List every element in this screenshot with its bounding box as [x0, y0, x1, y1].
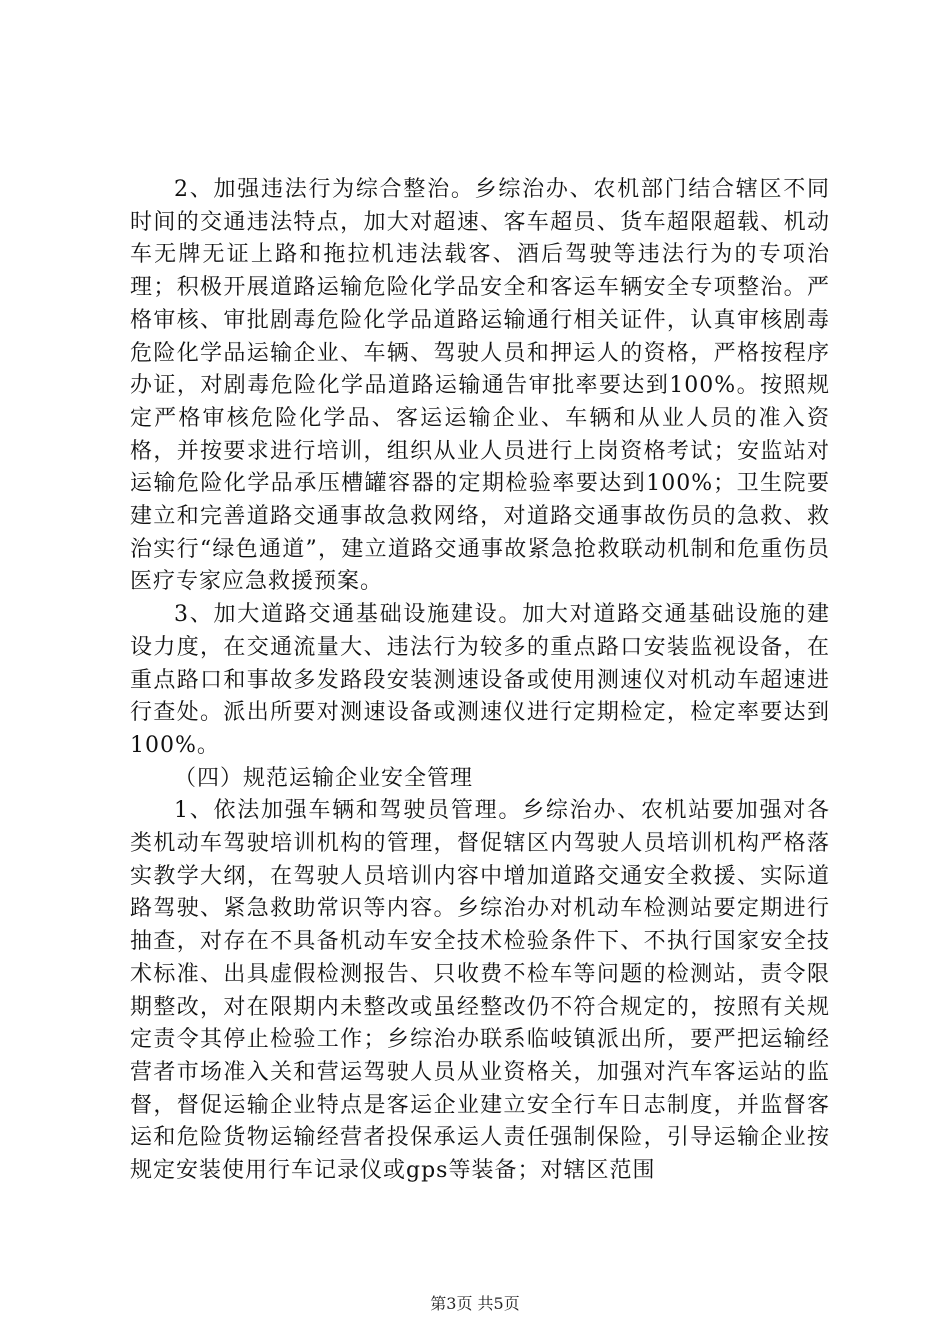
paragraph-traffic-violation-control: 2、加强违法行为综合整治。乡综治办、农机部门结合辖区不同时间的交通违法特点，加大对超速、客车超员、货车超限超载、机动车无牌无证上路和拖拉机违法载客、酒后驾驶等违法行为的专项治理；积极开展道路运输危险化学品安全和客运车辆安全专项整治。严格审核、审批剧毒危险化学品道路运输通行相关证件，认真审核剧毒危险化学品运输企业、车辆、驾驶人员和押运人的资格，严格按程序办证，对剧毒危险化学品道路运输通告审批率要达到100%。按照规定严格审核危险化学品、客运运输企业、车辆和从业人员的准入资格，并按要求进行培训，组织从业人员进行上岗资格考试；安监站对运输危险化学品承压槽罐容器的定期检验率要达到100%；卫生院要建立和完善道路交通事故急救网络，对道路交通事故伤员的急救、救治实行“绿色通道”，建立道路交通事故紧急抢救联动机制和危重伤员医疗专家应急救援预案。	[130, 177, 830, 595]
section-heading-transport-safety: （四）规范运输企业安全管理	[174, 765, 474, 791]
page-number-footer: 第3页 共5页	[430, 1294, 520, 1313]
paragraph-road-infrastructure: 3、加大道路交通基础设施建设。加大对道路交通基础设施的建设力度，在交通流量大、违法行为较多的重点路口安装监视设备，在重点路口和事故多发路段安装测速设备或使用测速仪对机动车超速进行查处。派出所要对测速设备或测速仪进行定期检定，检定率要达到100%。	[130, 602, 830, 758]
paragraph-vehicle-driver-management: 1、依法加强车辆和驾驶员管理。乡综治办、农机站要加强对各类机动车驾驶培训机构的管理，督促辖区内驾驶人员培训机构严格落实教学大纲，在驾驶人员培训内容中增加道路交通安全救援、实际道路驾驶、紧急救助常识等内容。乡综治办对机动车检测站要定期进行抽查，对存在不具备机动车安全技术检验条件下、不执行国家安全技术标准、出具虚假检测报告、只收费不检车等问题的检测站，责令限期整改，对在限期内未整改或虽经整改仍不符合规定的，按照有关规定责令其停止检验工作；乡综治办联系临岐镇派出所，要严把运输经营者市场准入关和营运驾驶人员从业资格关，加强对汽车客运站的监督，督促运输企业特点是客运企业建立安全行车日志制度，并监督客运和危险货物运输经营者投保承运人责任强制保险，引导运输企业按规定安装使用行车记录仪或gps等装备；对辖区范围	[130, 798, 830, 1184]
document-body	[130, 174, 830, 1188]
